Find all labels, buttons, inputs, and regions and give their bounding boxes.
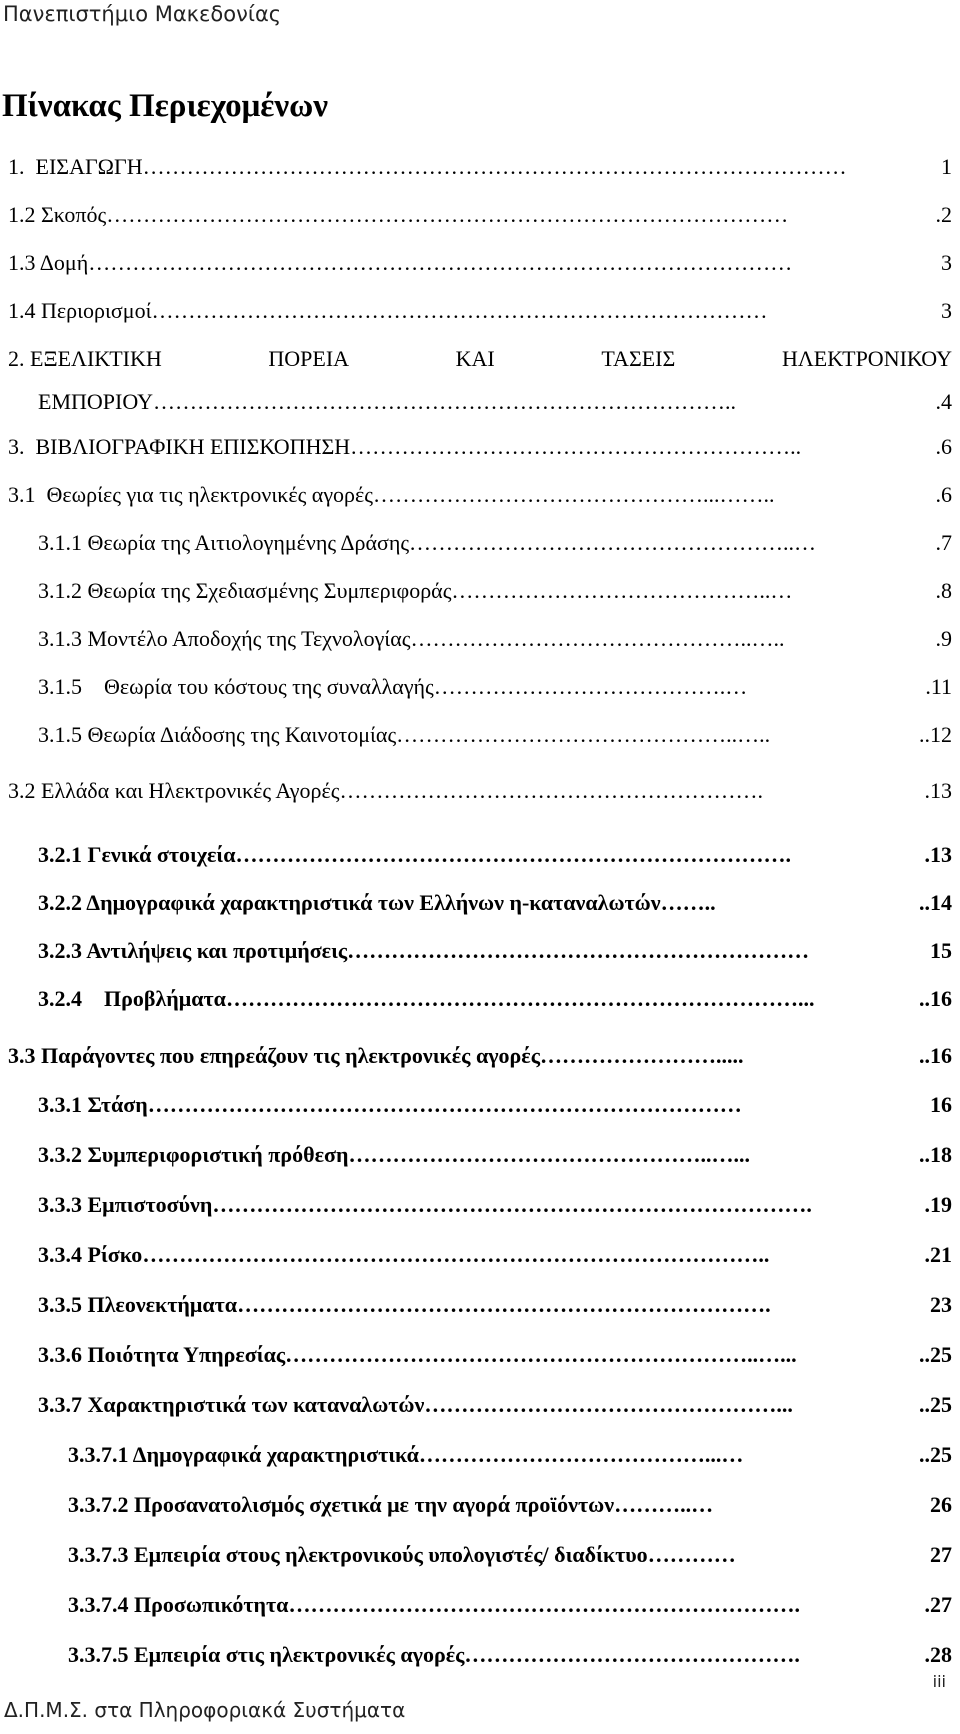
toc-entry-label: 3. ΒΙΒΛΙΟΓΡΑΦΙΚΗ ΕΠΙΣΚΟΠΗΣΗ (8, 434, 351, 459)
toc-entry-page: ..16 (919, 986, 952, 1011)
toc-entry[interactable] (38, 624, 952, 654)
toc-entry-page: 23 (924, 1292, 952, 1317)
toc-entry-leader: ………………………………….… (433, 674, 748, 699)
toc-entry-label: 3.3.7 Χαρακτηριστικά των καταναλωτών (38, 1392, 425, 1417)
toc-entry-label: 3.2.4 Προβλήματα (38, 986, 226, 1011)
toc-entry[interactable] (38, 1090, 952, 1120)
toc-entry-leader: ……………………………………………………… (347, 938, 810, 963)
toc-entry-page: .2 (935, 202, 952, 227)
toc-entry-label: 3.1.2 Θεωρία της Σχεδιασμένης Συμπεριφοράς (38, 578, 452, 603)
toc-entry-leader: ……………………..... (539, 1043, 744, 1068)
toc-entry-label: 3.3 Παράγοντες που επηρεάζουν τις ηλεκτρονικές αγορές (8, 1043, 540, 1068)
toc-entry-leader: …………………………………………………………………………………… (142, 154, 847, 179)
toc-entry-page: .6 (935, 482, 952, 507)
toc-entry[interactable] (38, 1190, 952, 1220)
toc-entry-label: 3.3.7.5 Εμπειρία στις ηλεκτρονικές αγορές (68, 1642, 465, 1667)
toc-entry-label: 3.3.7.1 Δημογραφικά χαρακτηριστικά (68, 1442, 419, 1467)
page-header: Πανεπιστήμιο Μακεδονίας (3, 2, 282, 26)
toc-entry-page: ..12 (919, 722, 952, 747)
toc-entry-page: 3 (941, 298, 952, 323)
toc-entry-page: .11 (925, 674, 952, 699)
toc-entry-label: 3.1.1 Θεωρία της Αιτιολογημένης Δράσης (38, 530, 410, 555)
toc-entry[interactable] (8, 296, 952, 326)
toc-entry-page: ..25 (919, 1342, 952, 1367)
toc-entry-leader: ……………………………………………………………………... (225, 986, 815, 1011)
toc-entry-page: 15 (924, 938, 952, 963)
toc-entry-page: 3 (941, 250, 952, 275)
toc-entry[interactable] (38, 888, 952, 918)
toc-entry-label: 3.3.7.4 Προσωπικότητα (68, 1592, 289, 1617)
toc-entry-page: .28 (924, 1642, 952, 1667)
toc-entry-leader: …………………………………………………………………. (235, 842, 791, 867)
toc-entry[interactable] (68, 1440, 952, 1470)
toc-entry-page: .21 (924, 1242, 952, 1267)
toc-entry[interactable] (68, 1540, 952, 1570)
toc-word: ΚΑΙ (455, 346, 495, 371)
toc-entry-page: .7 (935, 530, 952, 555)
toc-entry[interactable] (8, 480, 952, 510)
toc-entry-page: ..25 (919, 1392, 952, 1417)
toc-entry-leader: ………… (647, 1542, 736, 1567)
toc-entry-leader: …………………………………………………. (339, 778, 763, 803)
toc-entry[interactable] (38, 1290, 952, 1320)
toc-entry[interactable] (68, 1490, 952, 1520)
toc-entry-leader: …………………………………………………….. (350, 434, 802, 459)
toc-entry[interactable] (38, 528, 952, 558)
toc-entry-leader: ………………………………………………………………………. (212, 1192, 812, 1217)
toc-entry-label: 1.2 Σκοπός (8, 202, 107, 227)
toc-entry-page: 16 (924, 1092, 952, 1117)
toc-title: Πίνακας Περιεχομένων (2, 88, 328, 124)
toc-word: ΤΑΣΕΙΣ (601, 346, 676, 371)
toc-entry[interactable] (38, 576, 952, 606)
toc-entry-leader: ……………………………………………………………. (288, 1592, 800, 1617)
toc-entry-label: 3.3.1 Στάση (38, 1092, 148, 1117)
toc-entry[interactable] (38, 936, 952, 966)
toc-entry-label: 3.1.3 Μοντέλο Αποδοχής της Τεχνολογίας (38, 626, 411, 651)
toc-entry-label: 3.1 Θεωρίες για τις ηλεκτρονικές αγορές (8, 482, 373, 507)
toc-entry-page: 1 (941, 154, 952, 179)
toc-entry-page: 26 (924, 1492, 952, 1517)
toc-entry[interactable] (38, 720, 952, 750)
toc-entry-label: 3.3.7.3 Εμπειρία στους ηλεκτρονικούς υπολογιστές/ διαδίκτυο (68, 1542, 648, 1567)
toc-entry[interactable] (8, 432, 952, 462)
toc-entry-leader: …………………………………………………………………….. (153, 389, 737, 414)
toc-entry-page: .13 (924, 842, 952, 867)
toc-entry-page: .4 (935, 389, 952, 414)
toc-entry-label: 3.2.1 Γενικά στοιχεία (38, 842, 236, 867)
toc-entry[interactable] (38, 1390, 952, 1420)
toc-entry[interactable] (38, 387, 952, 417)
toc-entry-leader: ………………………………………………………………. (237, 1292, 771, 1317)
toc-entry-leader: ………………………………………………………………………………… (106, 202, 789, 227)
toc-entry-page: .19 (924, 1192, 952, 1217)
toc-entry-leader: …………………………………...… (418, 1442, 744, 1467)
toc-entry-leader: ……………………………………………………………………… (147, 1092, 742, 1117)
toc-entry-label: 3.1.5 Θεωρία του κόστους της συναλλαγής (38, 674, 434, 699)
toc-entry[interactable] (8, 200, 952, 230)
toc-entry-page: 27 (924, 1542, 952, 1567)
toc-entry-leader: ………………………………………. (464, 1642, 800, 1667)
page-footer: Δ.Π.Μ.Σ. στα Πληροφοριακά Συστήματα (4, 1698, 406, 1722)
toc-entry-label: 3.3.6 Ποιότητα Υπηρεσίας (38, 1342, 286, 1367)
toc-entry-leader: …………………………………………..…... (348, 1142, 750, 1167)
toc-entry-leader: ………………………………………..….. (410, 626, 785, 651)
toc-entry-label: 3.3.5 Πλεονεκτήματα (38, 1292, 238, 1317)
toc-entry-page: ..16 (919, 1043, 952, 1068)
toc-entry-page: ..18 (919, 1142, 952, 1167)
toc-entry-page: .6 (935, 434, 952, 459)
toc-entry-page: .9 (935, 626, 952, 651)
toc-entry-page: .27 (924, 1592, 952, 1617)
toc-entry-label: 1. ΕΙΣΑΓΩΓΗ (8, 154, 143, 179)
toc-entry[interactable] (8, 248, 952, 278)
toc-entry-leader: ………………………………………...…….. (373, 482, 775, 507)
toc-entry-label: 3.1.5 Θεωρία Διάδοσης της Καινοτομίας (38, 722, 397, 747)
toc-entry[interactable] (38, 1240, 952, 1270)
toc-entry-page: ..14 (919, 890, 952, 915)
toc-entry-label: 3.3.7.2 Προσανατολισμός σχετικά με την αγορά προϊόντων (68, 1492, 615, 1517)
toc-entry[interactable] (38, 1140, 952, 1170)
toc-entry[interactable] (8, 1041, 952, 1071)
toc-word: ΠΟΡΕΙΑ (268, 346, 350, 371)
toc-entry-label: 3.3.2 Συμπεριφοριστική πρόθεση (38, 1142, 349, 1167)
toc-entry-page: .8 (935, 578, 952, 603)
toc-entry-justified-line[interactable] (8, 344, 952, 374)
toc-entry-label: 3.3.3 Εμπιστοσύνη (38, 1192, 213, 1217)
toc-entry[interactable] (8, 152, 952, 182)
toc-entry-leader: ………..… (614, 1492, 714, 1517)
toc-word: ΗΛΕΚΤΡΟΝΙΚΟΥ (781, 346, 952, 371)
toc-entry-label: ΕΜΠΟΡΙΟΥ (38, 389, 154, 414)
toc-entry-label: 1.3 Δομή (8, 250, 89, 275)
toc-entry-label: 3.2.3 Αντιλήψεις και προτιμήσεις (38, 938, 348, 963)
toc-entry-label: 3.3.4 Ρίσκο (38, 1242, 143, 1267)
toc-entry-page: ..25 (919, 1442, 952, 1467)
toc-entry-leader: ……………………………………..… (451, 578, 793, 603)
toc-entry[interactable] (68, 1640, 952, 1670)
toc-entry-label: 3.2 Ελλάδα και Ηλεκτρονικές Αγορές (8, 778, 340, 803)
toc-entry-leader: ………………………………………………………………………….. (142, 1242, 770, 1267)
toc-entry-leader: …………………………………………... (424, 1392, 793, 1417)
toc-entry[interactable] (8, 776, 952, 806)
toc-entry[interactable] (38, 1340, 952, 1370)
toc-entry-leader: ………………………………………………………………………… (151, 298, 768, 323)
toc-entry-leader: ………………………………………………………..…... (285, 1342, 797, 1367)
toc-entry-leader: ………………………………………..….. (396, 722, 771, 747)
toc-entry-label: 3.2.2 Δημογραφικά χαρακτηριστικά των Ελλήνων η-καταναλωτών (38, 890, 661, 915)
toc-entry-page: .13 (924, 778, 952, 803)
toc-entry[interactable] (38, 840, 952, 870)
toc-entry-label: 1.4 Περιορισμοί (8, 298, 152, 323)
toc-entry-leader: …………………………………………………………………………………… (88, 250, 793, 275)
page-number: iii (932, 1672, 946, 1691)
toc-entry[interactable] (38, 672, 952, 702)
toc-entry-leader: ……………………………………………..… (409, 530, 817, 555)
toc-entry[interactable] (68, 1590, 952, 1620)
toc-entry[interactable] (38, 984, 952, 1014)
toc-entry-leader: …….. (660, 890, 716, 915)
toc-word: 2. ΕΞΕΛΙΚΤΙΚΗ (8, 346, 162, 371)
